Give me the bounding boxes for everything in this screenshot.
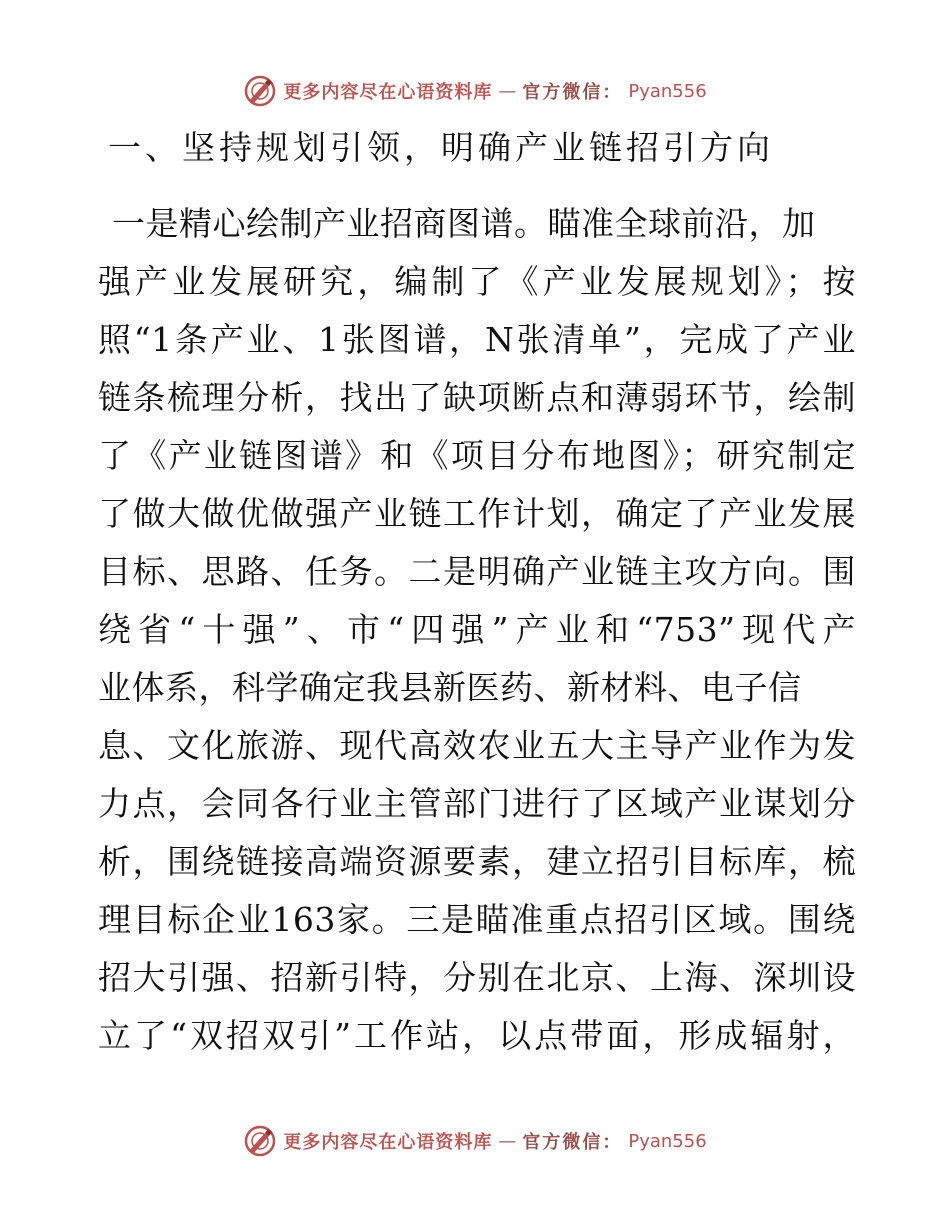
- paragraph-line: 理目标企业163家。三是瞄准重点招引区域。围绕: [98, 900, 856, 939]
- pen-logo-icon: [243, 74, 277, 108]
- section-heading: 一、坚持规划引领，明确产业链招引方向: [108, 128, 774, 167]
- paragraph-line: 了做大做优做强产业链工作计划，确定了产业发展: [98, 494, 856, 533]
- footer-banner: [0, 1124, 950, 1158]
- body-paragraph: [98, 195, 856, 1065]
- paragraph-line: 息、文化旅游、现代高效农业五大主导产业作为发: [98, 726, 856, 765]
- banner-dash: —: [498, 1130, 517, 1152]
- paragraph-line: 链条梳理分析，找出了缺项断点和薄弱环节，绘制: [98, 378, 856, 417]
- pen-logo-icon: [243, 1124, 277, 1158]
- banner-wechat-id: Pyan556: [628, 1130, 707, 1152]
- paragraph-line: 析，围绕链接高端资源要素，建立招引目标库，梳: [98, 842, 856, 881]
- paragraph-line: 目标、思路、任务。二是明确产业链主攻方向。围: [98, 552, 856, 591]
- paragraph-line: 力点，会同各行业主管部门进行了区域产业谋划分: [98, 784, 856, 823]
- paragraph-line: 绕省“十强”、市“四强”产业和“753”现代产: [98, 610, 856, 649]
- banner-dash: —: [498, 80, 517, 102]
- paragraph-line: 强产业发展研究，编制了《产业发展规划》；按: [98, 262, 856, 301]
- banner-wechat-label: 官方微信：: [522, 1132, 623, 1153]
- header-banner: [0, 74, 950, 108]
- banner-wechat-id: Pyan556: [628, 80, 707, 102]
- paragraph-line: 一是精心绘制产业招商图谱。瞄准全球前沿，加: [112, 204, 816, 243]
- paragraph-line: 立了“双招双引”工作站，以点带面，形成辐射，: [98, 1016, 856, 1055]
- banner-wechat-label: 官方微信：: [522, 82, 623, 103]
- paragraph-line: 了《产业链图谱》和《项目分布地图》；研究制定: [98, 436, 856, 475]
- paragraph-line: 招大引强、招新引特，分别在北京、上海、深圳设: [98, 958, 856, 997]
- paragraph-line: 照“1条产业、1张图谱，N张清单”，完成了产业: [98, 320, 856, 359]
- banner-brand-text: 更多内容尽在心语资料库: [283, 82, 493, 103]
- paragraph-line: 业体系，科学确定我县新医药、新材料、电子信: [98, 668, 802, 707]
- banner-brand-text: 更多内容尽在心语资料库: [283, 1132, 493, 1153]
